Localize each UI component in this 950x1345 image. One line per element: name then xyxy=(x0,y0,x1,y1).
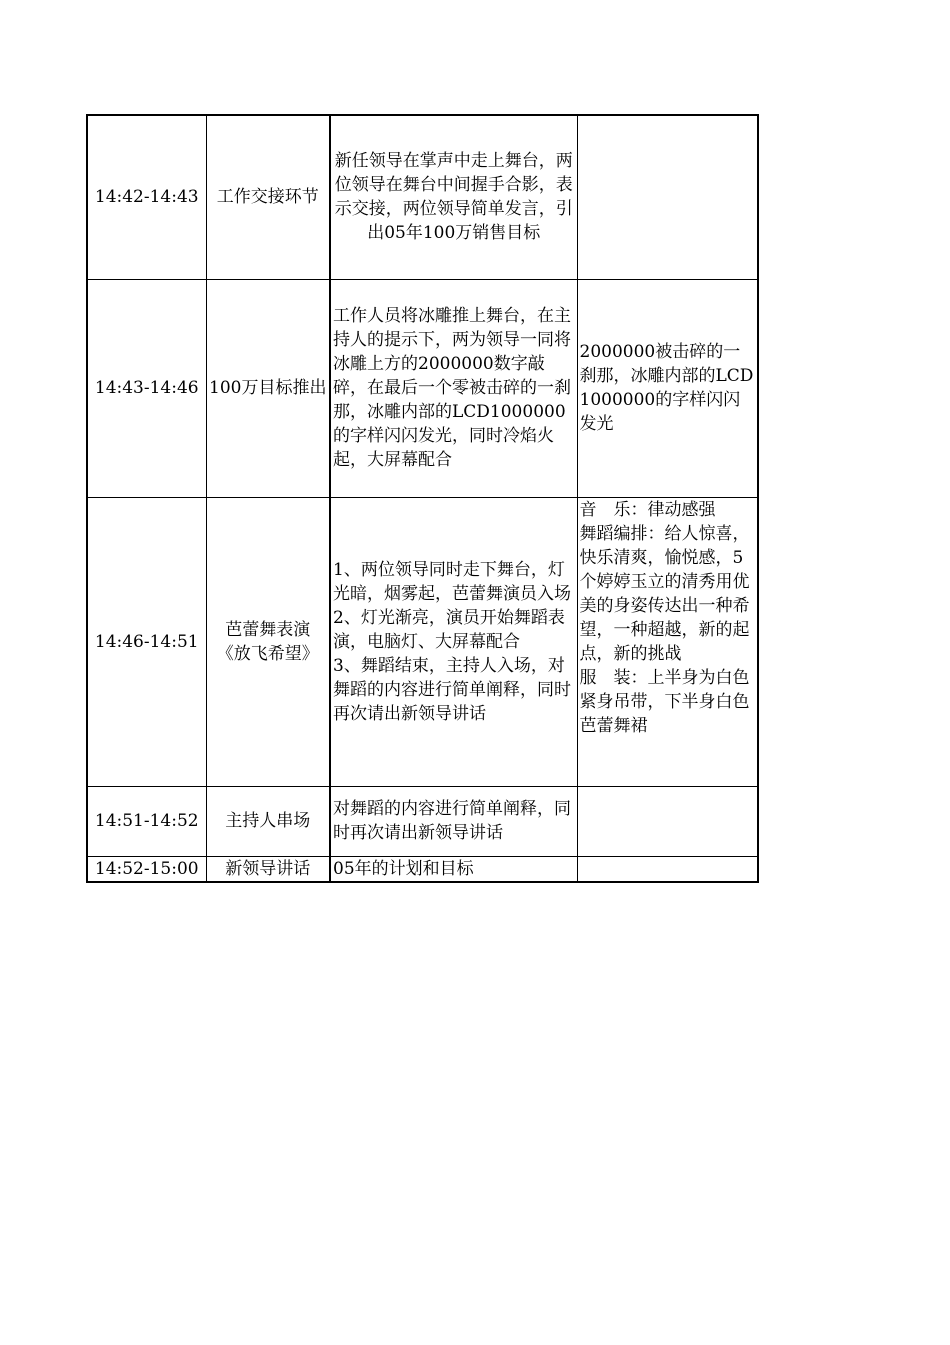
time-cell: 14:52-15:00 xyxy=(87,856,206,882)
note-cell xyxy=(577,786,758,856)
item-cell: 工作交接环节 xyxy=(206,115,330,279)
time-cell: 14:51-14:52 xyxy=(87,786,206,856)
item-cell: 新领导讲话 xyxy=(206,856,330,882)
table-row xyxy=(87,497,758,786)
description-cell: 对舞蹈的内容进行简单阐释，同时再次请出新领导讲话 xyxy=(330,786,577,856)
table-row xyxy=(87,856,758,882)
table-row xyxy=(87,115,758,279)
schedule-table xyxy=(86,114,759,883)
note-cell xyxy=(577,115,758,279)
item-cell: 100万目标推出 xyxy=(206,279,330,497)
description-cell: 1、两位领导同时走下舞台，灯光暗，烟雾起，芭蕾舞演员入场 2、灯光渐亮，演员开始舞蹈表演，电脑灯、大屏幕配合 3、舞蹈结束，主持人入场，对舞蹈的内容进行简单阐释，同时再次请出新领导讲话 xyxy=(330,497,577,786)
time-cell: 14:43-14:46 xyxy=(87,279,206,497)
description-cell: 05年的计划和目标 xyxy=(330,856,577,882)
time-cell: 14:46-14:51 xyxy=(87,497,206,786)
item-cell: 主持人串场 xyxy=(206,786,330,856)
item-cell: 芭蕾舞表演《放飞希望》 xyxy=(206,497,330,786)
note-cell: 音 乐：律动感强 舞蹈编排：给人惊喜，快乐清爽，愉悦感，5个婷婷玉立的清秀用优美的身姿传达出一种希望，一种超越，新的起点，新的挑战 服 装：上半身为白色紧身吊带，下半身白色芭蕾舞裙 xyxy=(577,497,758,786)
note-cell: 2000000被击碎的一刹那，冰雕内部的LCD1000000的字样闪闪发光 xyxy=(577,279,758,497)
note-cell xyxy=(577,856,758,882)
time-cell: 14:42-14:43 xyxy=(87,115,206,279)
table-row xyxy=(87,786,758,856)
description-cell: 新任领导在掌声中走上舞台，两位领导在舞台中间握手合影，表示交接，两位领导简单发言，引出05年100万销售目标 xyxy=(330,115,577,279)
table-row xyxy=(87,279,758,497)
description-cell: 工作人员将冰雕推上舞台，在主持人的提示下，两为领导一同将冰雕上方的2000000数字敲碎，在最后一个零被击碎的一刹那，冰雕内部的LCD1000000的字样闪闪发光，同时冷焰火起，大屏幕配合 xyxy=(330,279,577,497)
